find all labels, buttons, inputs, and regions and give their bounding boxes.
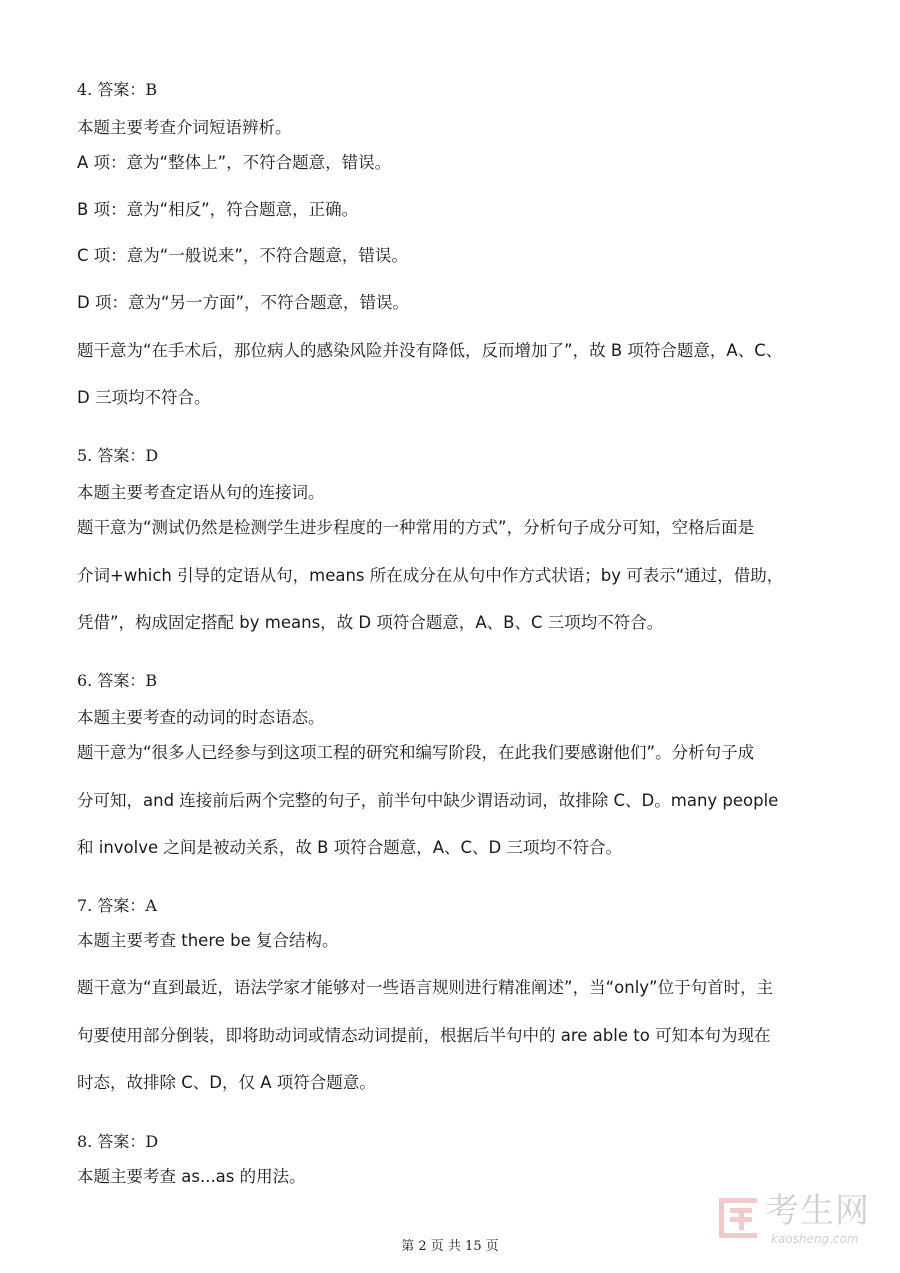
watermark xyxy=(717,1190,887,1252)
explanation-line: 题干意为“很多人已经参与到这项工程的研究和编写阶段，在此我们要感谢他们”。分析句子成 xyxy=(77,743,755,762)
option-c-line: C 项：意为“一般说来”，不符合题意，错误。 xyxy=(77,246,408,265)
answer-heading-6: 6. 答案：B xyxy=(77,671,158,690)
topic-line-6: 本题主要考查的动词的时态语态。 xyxy=(77,708,325,727)
topic-line-5: 本题主要考查定语从句的连接词。 xyxy=(77,483,325,502)
explanation-line: 介词+which 引导的定语从句，means 所在成分在从句中作方式状语；by 可表示“通过，借助， xyxy=(77,566,784,585)
kaosheng-logo-icon xyxy=(717,1196,759,1240)
watermark-text: 考生网 xyxy=(765,1191,870,1231)
answer-heading-4: 4. 答案：B xyxy=(77,80,158,99)
explanation-line: 凭借”，构成固定搭配 by means，故 D 项符合题意，A、B、C 三项均不符合。 xyxy=(77,613,664,632)
watermark-url: kaosheng.com xyxy=(771,1232,859,1246)
option-b-line: B 项：意为“相反”，符合题意，正确。 xyxy=(77,200,359,219)
explanation-line: 题干意为“直到最近，语法学家才能够对一些语言规则进行精准阐述”，当“only”位于句首时，主 xyxy=(77,978,774,997)
explanation-line: 分可知，and 连接前后两个完整的句子，前半句中缺少谓语动词，故排除 C、D。many people xyxy=(77,791,779,810)
explanation-line: 题干意为“测试仍然是检测学生进步程度的一种常用的方式”，分析句子成分可知，空格后面是 xyxy=(77,518,755,537)
topic-line-7: 本题主要考查 there be 复合结构。 xyxy=(77,931,339,950)
explanation-line: 时态，故排除 C、D，仅 A 项符合题意。 xyxy=(77,1073,376,1092)
explanation-line: 句要使用部分倒装，即将助动词或情态动词提前，根据后半句中的 are able to 可知本句为现在 xyxy=(77,1026,771,1045)
answer-heading-8: 8. 答案：D xyxy=(77,1132,159,1151)
topic-line-8: 本题主要考查 as...as 的用法。 xyxy=(77,1167,306,1186)
option-d-line: D 项：意为“另一方面”，不符合题意，错误。 xyxy=(77,293,410,312)
option-a-line: A 项：意为“整体上”，不符合题意，错误。 xyxy=(77,153,392,172)
explanation-line: 题干意为“在手术后，那位病人的感染风险并没有降低，反而增加了”，故 B 项符合题意，A、C、 xyxy=(77,341,783,360)
explanation-line: D 三项均不符合。 xyxy=(77,388,211,407)
page-footer: 第 2 页 共 15 页 xyxy=(401,1239,499,1254)
topic-line-4: 本题主要考查介词短语辨析。 xyxy=(77,118,292,137)
explanation-line: 和 involve 之间是被动关系，故 B 项符合题意，A、C、D 三项均不符合。 xyxy=(77,838,622,857)
answer-heading-7: 7. 答案：A xyxy=(77,896,157,915)
answer-heading-5: 5. 答案：D xyxy=(77,446,159,465)
